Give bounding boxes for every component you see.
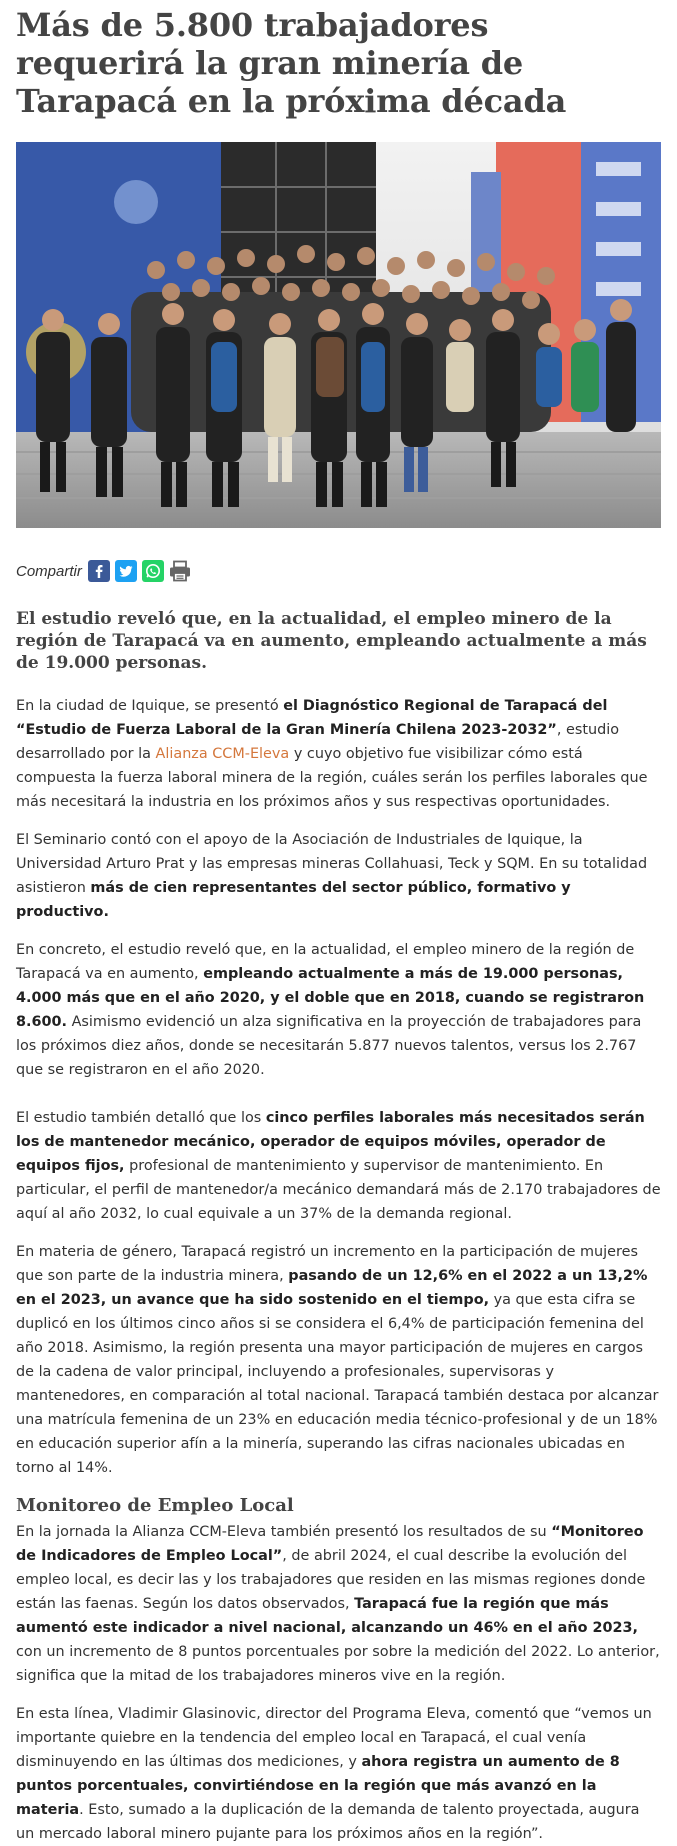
text: con un incremento de 8 puntos porcentuales por sobre la medición del 2022. Lo anterior, significa que la mitad de los trabajadores mineros vive en la región.	[16, 1644, 660, 1684]
bold-text: empleando actualmente a más de 19.000 personas, 4.000 más que en el año 2020, y el doble que en 2018, cuando se registraron 8.600.	[16, 966, 645, 1030]
paragraph-2	[16, 828, 661, 924]
text: ya que esta cifra se duplicó en los últimos cinco años si se considera el 6,4% de participación femenina del año 2018. Asimismo, la región presenta una mayor participación de mujeres en cargos de la cadena de valor principal, incluyendo a profesionales, supervisoras y mantenedores, en comparación al total nacional. Tarapacá también destaca por alcanzar una matrícula femenina de un 23% en educación media técnico-profesional y de un 18% en educación superior afín a la minería, superando las cifras nacionales ubicadas en torno al 14%.	[16, 1292, 659, 1476]
whatsapp-icon[interactable]	[142, 560, 164, 582]
share-bar	[16, 556, 661, 586]
paragraph-3	[16, 938, 661, 1082]
bold-text: ahora registra un aumento de 8 puntos porcentuales, convirtiéndose en la región que más avanzó en la materia	[16, 1754, 620, 1818]
facebook-icon[interactable]	[88, 560, 110, 582]
article-title: Más de 5.800 trabajadores requerirá la gran minería de Tarapacá en la próxima década	[16, 6, 567, 120]
paragraph-1	[16, 694, 661, 814]
text: profesional de mantenimiento y supervisor de mantenimiento. En particular, el perfil de mantenedor/a mecánico demandará más de 2.170 trabajadores de aquí al año 2032, lo cual equivale a un 37% de la demanda regional.	[16, 1158, 661, 1222]
section-heading: Monitoreo de Empleo Local	[16, 1495, 294, 1516]
bold-text: pasando de un 12,6% en el 2022 a un 13,2% en el 2023, un avance que ha sido sostenido en el tiempo,	[16, 1268, 648, 1308]
paragraph-4	[16, 1106, 661, 1226]
bold-text: “Monitoreo de Indicadores de Empleo Local”	[16, 1524, 644, 1564]
article-lead: El estudio reveló que, en la actualidad, el empleo minero de la región de Tarapacá va en aumento, empleando actualmente a más de 19.000 personas.	[16, 609, 647, 673]
text: En esta línea, Vladimir Glasinovic, director del Programa Eleva, comentó que “vemos un importante quiebre en la tendencia del empleo local en Tarapacá, el cual venía disminuyendo en las últimas dos mediciones, y	[16, 1706, 652, 1770]
text: En la ciudad de Iquique, se presentó	[16, 698, 284, 714]
group-photo	[16, 142, 661, 528]
twitter-icon[interactable]	[115, 560, 137, 582]
bold-text: el Diagnóstico Regional de Tarapacá del “Estudio de Fuerza Laboral de la Gran Minería Chilena 2023-2032”	[16, 698, 608, 738]
share-label: Compartir	[16, 562, 82, 580]
bold-text: más de cien representantes del sector público, formativo y productivo.	[16, 880, 571, 920]
paragraph-7	[16, 1702, 661, 1846]
text: , estudio desarrollado por la	[16, 722, 620, 762]
alianza-link[interactable]: Alianza CCM-Eleva	[155, 746, 290, 762]
text: El Seminario contó con el apoyo de la Asociación de Industriales de Iquique, la Universidad Arturo Prat y las empresas mineras Collahuasi, Teck y SQM. En su totalidad asistieron	[16, 832, 648, 896]
text: . Esto, sumado a la duplicación de la demanda de talento proyectada, augura un mercado laboral minero pujante para los próximos años en la región”.	[16, 1802, 640, 1842]
article	[0, 6, 677, 1846]
text: , de abril 2024, el cual describe la evolución del empleo local, es decir las y los trabajadores que residen en las mismas regiones donde están las faenas. Según los datos observados,	[16, 1548, 646, 1612]
paragraph-5	[16, 1240, 661, 1480]
print-icon[interactable]	[169, 560, 191, 582]
bold-text: Tarapacá fue la región que más aumentó este indicador a nivel nacional, alcanzando un 46% en el año 2023,	[16, 1596, 639, 1636]
paragraph-6	[16, 1520, 661, 1688]
text: En materia de género, Tarapacá registró un incremento en la participación de mujeres que son parte de la industria minera,	[16, 1244, 638, 1284]
text: El estudio también detalló que los	[16, 1110, 266, 1126]
text: En concreto, el estudio reveló que, en la actualidad, el empleo minero de la región de Tarapacá va en aumento,	[16, 942, 635, 982]
text: En la jornada la Alianza CCM-Eleva también presentó los resultados de su	[16, 1524, 552, 1540]
bold-text: cinco perfiles laborales más necesitados serán los de mantenedor mecánico, operador de equipos móviles, operador de equipos fijos,	[16, 1110, 645, 1174]
text: Asimismo evidenció un alza significativa en la proyección de trabajadores para los próximos diez años, donde se necesitarán 5.877 nuevos talentos, versus los 2.767 que se registraron en el año 2020.	[16, 1014, 642, 1078]
text: y cuyo objetivo fue visibilizar cómo está compuesta la fuerza laboral minera de la región, cuáles serán los perfiles laborales que más necesitará la industria en los próximos años y sus respectivas oportunidades.	[16, 746, 648, 810]
